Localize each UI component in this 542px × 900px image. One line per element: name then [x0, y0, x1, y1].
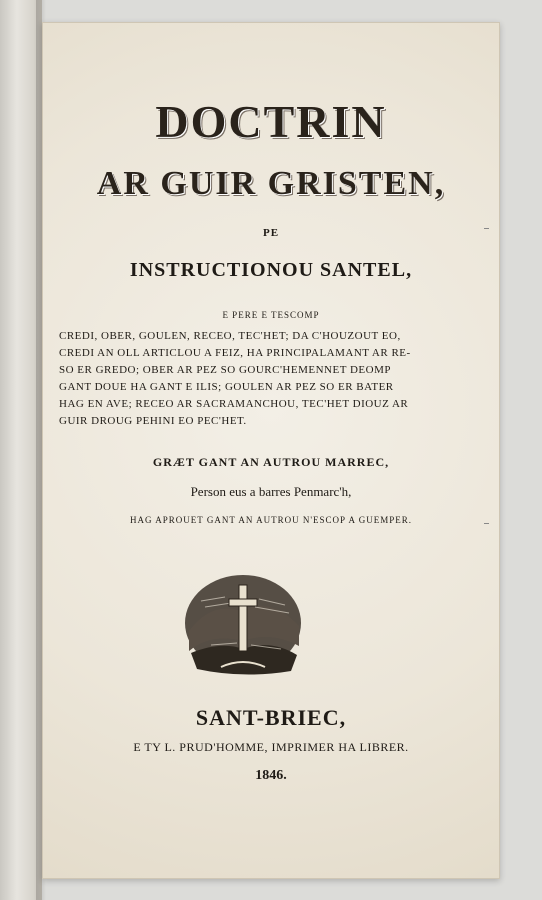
title-page — [42, 22, 500, 879]
connector-word: PE — [262, 227, 280, 239]
margin-mark — [484, 523, 489, 524]
description-line: CREDI, OBER, GOULEN, RECEO, TEC'HET; DA C'HOUZOUT EO, — [59, 330, 401, 342]
description-line: HAG EN AVE; RECEO AR SACRAMANCHOU, TEC'HET DIOUZ AR — [59, 398, 409, 410]
place-of-publication: SANT-BRIEC, — [195, 705, 347, 730]
approval-line: HAG APROUET GANT AN AUTROU N'ESCOP A GUEMPER. — [130, 515, 412, 525]
title-line-2: AR GUIR GRISTEN, — [96, 165, 446, 202]
description-line: GUIR DROUG PEHINI EO PEC'HET. — [59, 415, 247, 427]
description-line: CREDI AN OLL ARTICLOU A FEIZ, HA PRINCIPALAMANT AR RE- — [59, 347, 411, 359]
margin-mark — [484, 228, 489, 229]
title-line-1: DOCTRIN — [155, 96, 387, 147]
cross-landscape-engraving-icon — [181, 571, 305, 681]
description-line: SO ER GREDO; OBER AR PEZ SO GOURC'HEMENNET DEOMP — [59, 364, 391, 376]
description-line: GANT DOUE HA GANT E ILIS; GOULEN AR PEZ SO ER BATER — [59, 381, 394, 393]
author-line: GRÆT GANT AN AUTROU MARREC, — [152, 455, 390, 469]
printer-line: E TY L. PRUD'HOMME, IMPRIMER HA LIBRER. — [133, 740, 409, 754]
publication-year: 1846. — [255, 768, 287, 783]
subtitle: INSTRUCTIONOU SANTEL, — [129, 259, 413, 281]
person-line: Person eus a barres Penmarc'h, — [190, 484, 352, 499]
description-paragraph — [59, 328, 483, 430]
intro-line: E PERE E TESCOMP — [222, 310, 320, 320]
